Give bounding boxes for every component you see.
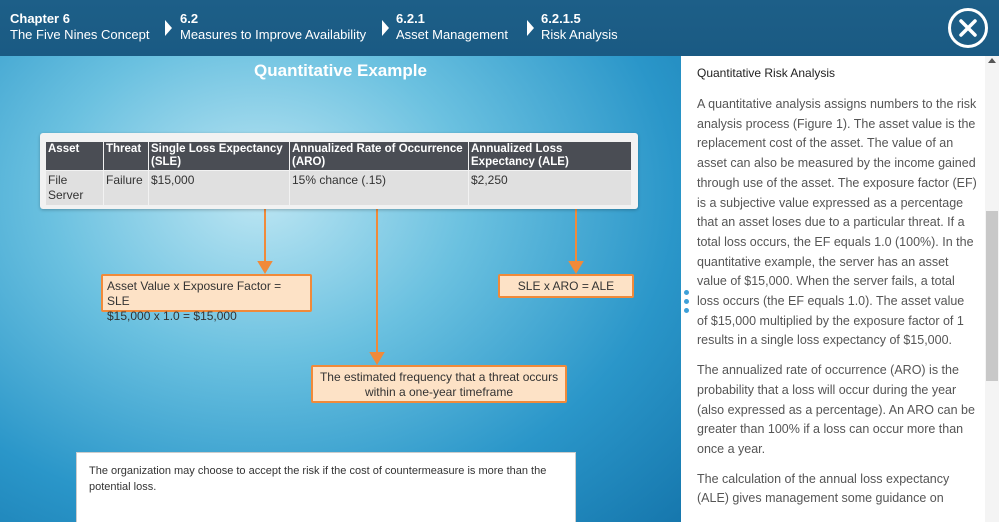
breadcrumb-number: 6.2.1 [396,11,425,26]
cell-sle: $15,000 [149,171,289,205]
table-header-row [46,142,631,170]
scroll-up-icon[interactable] [988,58,996,63]
handle-dot-icon [684,290,689,295]
risk-table [45,141,632,206]
panel-paragraph: The calculation of the annual loss expectancy (ALE) gives management some guidance on [697,471,950,506]
breadcrumb-arrow-icon [527,20,534,36]
panel-paragraph: A quantitative analysis assigns numbers to the risk analysis process (Figure 1). The asset value is the replacement cost of the asset. The value of an asset can also be measured by the income gained through use of the asset. The exposure factor (EF) is a subjective value expressed as a percentage that an asset loses due to a particular threat. If a total loss occurs, the EF equals 1.0 (100%). In the quantitative example, the server has an asset value of $15,000. When the server fails, a total loss occurs (the EF equals 1.0). The asset value of $15,000 multiplied by the exposure factor of 1 results in a single loss expectancy of $15,000. [697,97,977,348]
figure-area [0,56,681,522]
cell-threat: Failure [104,171,148,205]
cell-aro: 15% chance (.15) [290,171,468,205]
aro-definition-note: The estimated frequency that a threat occurs within a one-year timeframe [311,365,567,403]
breadcrumb-subsection[interactable] [396,11,508,43]
header-aro: Annualized Rate of Occurrence (ARO) [290,142,468,170]
figure-caption: The organization may choose to accept the risk if the cost of countermeasure is more than the potential loss. [76,452,576,522]
close-icon [958,18,978,38]
arrow-head-icon [570,262,582,272]
close-button[interactable] [948,8,988,48]
breadcrumb-section[interactable] [180,11,366,43]
arrow-head-icon [371,353,383,363]
cell-asset: File Server [46,171,103,205]
header-ale: Annualized Loss Expectancy (ALE) [469,142,631,170]
breadcrumb-arrow-icon [165,20,172,36]
table-row [46,171,631,205]
breadcrumb-title: Asset Management [396,27,509,42]
breadcrumb-chapter[interactable] [10,11,149,43]
handle-dot-icon [684,308,689,313]
panel-paragraph: The annualized rate of occurrence (ARO) is the probability that a loss will occur during the year (also expressed as a percentage). An ARO can be greater than 100% if a loss can occur more than once a year. [697,363,975,456]
figure-title: Quantitative Example [254,61,427,80]
breadcrumb-arrow-icon [382,20,389,36]
breadcrumb-title: Risk Analysis [541,27,618,42]
header-threat: Threat [104,142,148,170]
panel-body [697,95,977,519]
panel-title: Quantitative Risk Analysis [697,66,836,80]
breadcrumb-title: The Five Nines Concept [10,27,150,42]
text-panel [681,56,999,522]
header-sle: Single Loss Expectancy (SLE) [149,142,289,170]
top-navigation-bar [0,0,999,56]
ale-formula-note: SLE x ARO = ALE [498,274,634,298]
breadcrumb-title: Measures to Improve Availability [180,27,367,42]
handle-dot-icon [684,299,689,304]
panel-scrollbar[interactable] [985,56,999,522]
risk-table-card [40,133,638,209]
panel-resize-handle[interactable] [684,290,690,320]
sle-formula-note [101,274,312,323]
sle-example: $15,000 x 1.0 = $15,000 [107,309,237,323]
header-asset: Asset [46,142,103,170]
breadcrumb-number: 6.2.1.5 [541,11,581,26]
breadcrumb-number: Chapter 6 [10,11,70,26]
arrow-head-icon [259,262,271,272]
cell-ale: $2,250 [469,171,631,205]
breadcrumb-number: 6.2 [180,11,199,26]
breadcrumb-topic[interactable] [541,11,618,43]
sle-formula: Asset Value x Exposure Factor = SLE [107,279,282,308]
scrollbar-thumb[interactable] [986,211,998,381]
